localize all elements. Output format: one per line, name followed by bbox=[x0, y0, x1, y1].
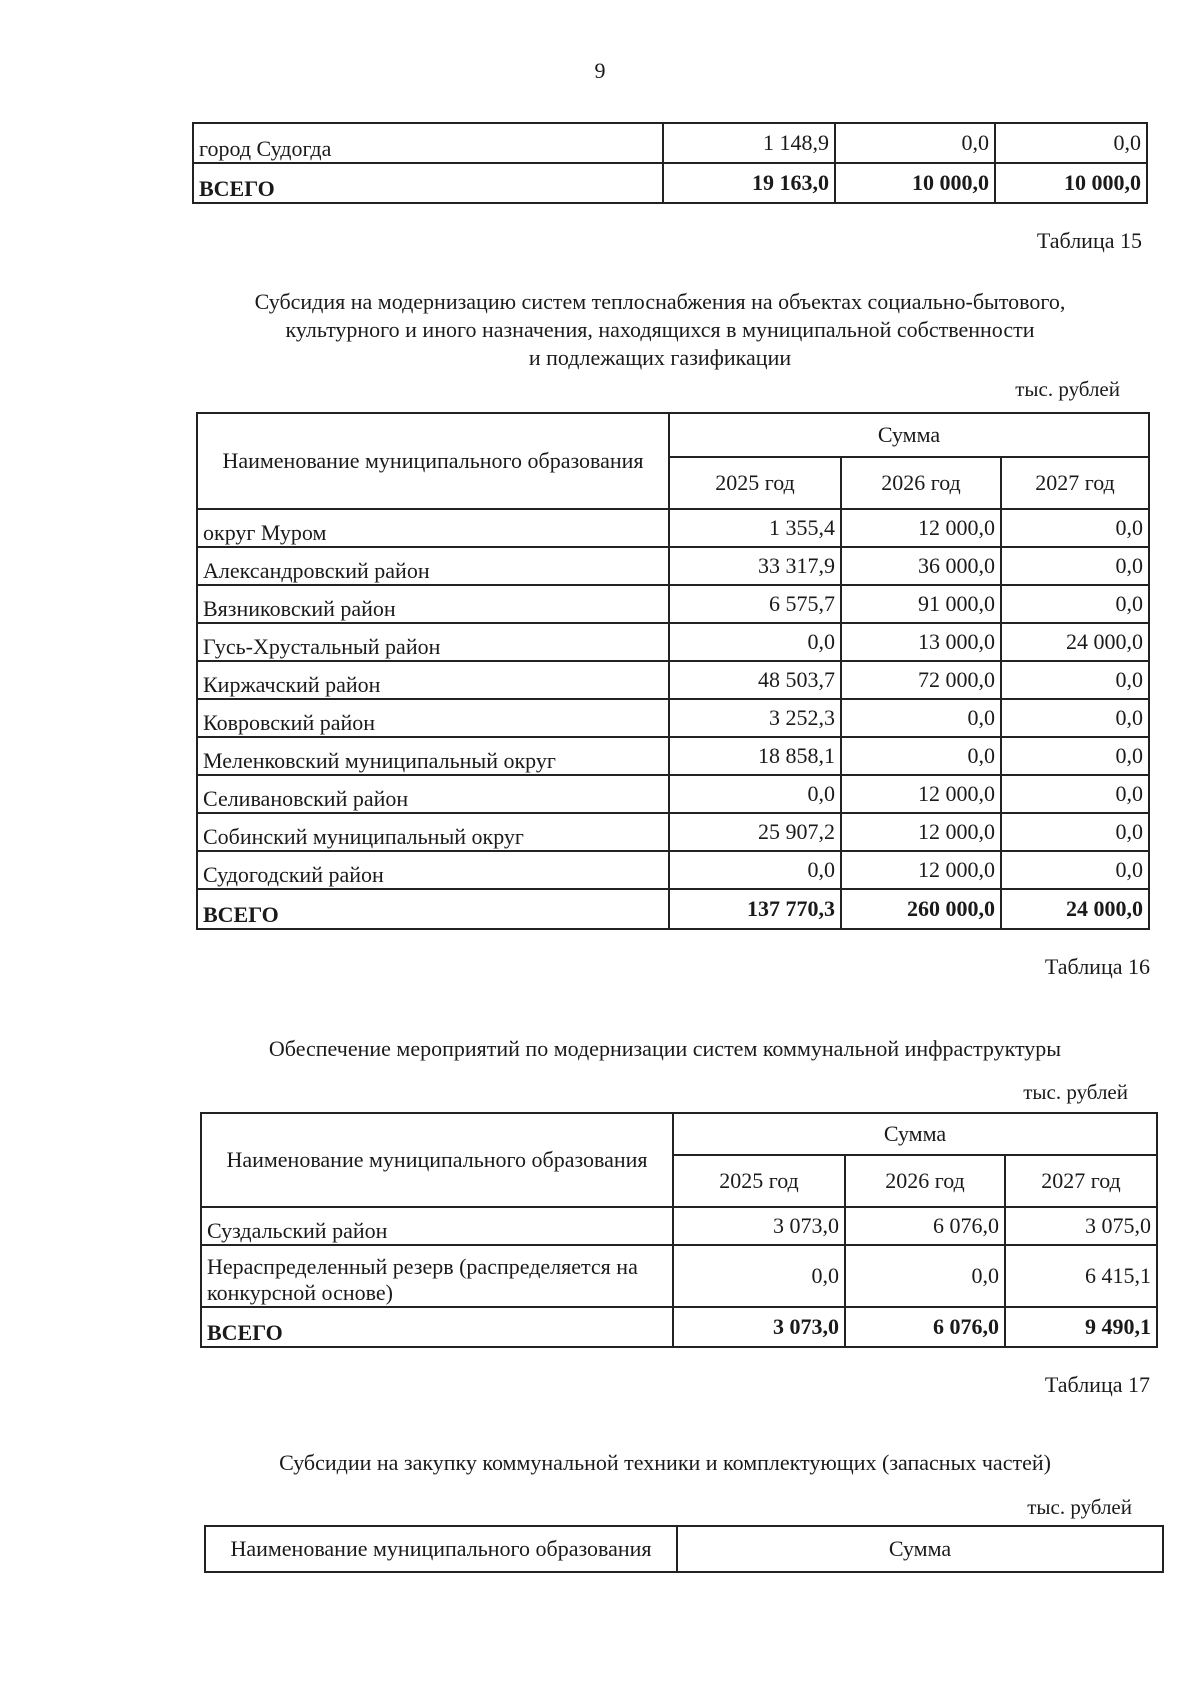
value-2025: 48 503,7 bbox=[669, 661, 841, 699]
row-name: Гусь-Хрустальный район bbox=[197, 623, 669, 661]
value-2027: 0,0 bbox=[1001, 547, 1149, 585]
row-name: Меленковский муниципальный округ bbox=[197, 737, 669, 775]
value-2025: 1 355,4 bbox=[669, 509, 841, 547]
table-row bbox=[197, 775, 1149, 813]
table-row bbox=[193, 123, 1147, 163]
title-line: Субсидия на модернизацию систем теплоснабжения на объектах социально-бытового, bbox=[254, 289, 1066, 314]
table-row bbox=[197, 851, 1149, 889]
table16-units: тыс. рублей bbox=[1023, 1080, 1128, 1104]
table17 bbox=[204, 1525, 1164, 1573]
total-2025: 137 770,3 bbox=[669, 889, 841, 929]
row-name: Собинский муниципальный округ bbox=[197, 813, 669, 851]
total-2026: 260 000,0 bbox=[841, 889, 1001, 929]
table-row bbox=[197, 585, 1149, 623]
value-2026: 0,0 bbox=[845, 1245, 1005, 1307]
top-table bbox=[192, 122, 1148, 204]
row-name: Нераспределенный резерв (распределяется на конкурсной основе) bbox=[201, 1245, 673, 1307]
value-2026: 6 076,0 bbox=[845, 1207, 1005, 1245]
header-2026: 2026 год bbox=[845, 1155, 1005, 1207]
header-row bbox=[201, 1113, 1157, 1155]
value-2026: 0,0 bbox=[841, 699, 1001, 737]
value-2027: 0,0 bbox=[1001, 509, 1149, 547]
value-2026: 12 000,0 bbox=[841, 851, 1001, 889]
value-2026: 13 000,0 bbox=[841, 623, 1001, 661]
value-2025: 33 317,9 bbox=[669, 547, 841, 585]
header-name: Наименование муниципального образования bbox=[197, 413, 669, 509]
row-name: Александровский район bbox=[197, 547, 669, 585]
total-label: ВСЕГО bbox=[193, 163, 663, 203]
table15-title bbox=[160, 288, 1160, 372]
total-2025: 19 163,0 bbox=[663, 163, 835, 203]
row-name: Судогодский район bbox=[197, 851, 669, 889]
table15 bbox=[196, 412, 1150, 930]
table16-label: Таблица 16 bbox=[1044, 954, 1150, 979]
row-name: округ Муром bbox=[197, 509, 669, 547]
header-sum: Сумма bbox=[677, 1526, 1163, 1572]
total-2027: 24 000,0 bbox=[1001, 889, 1149, 929]
table15-label: Таблица 15 bbox=[1036, 228, 1142, 253]
value-2026: 36 000,0 bbox=[841, 547, 1001, 585]
value-2027: 0,0 bbox=[1001, 813, 1149, 851]
total-row bbox=[193, 163, 1147, 203]
value-2026: 0,0 bbox=[841, 737, 1001, 775]
value-2027: 6 415,1 bbox=[1005, 1245, 1157, 1307]
value-2025: 0,0 bbox=[669, 623, 841, 661]
value-2025: 6 575,7 bbox=[669, 585, 841, 623]
total-2027: 9 490,1 bbox=[1005, 1307, 1157, 1347]
title-line: и подлежащих газификации bbox=[528, 345, 792, 370]
header-sum: Сумма bbox=[673, 1113, 1157, 1155]
value-2025: 1 148,9 bbox=[663, 123, 835, 163]
row-name: Селивановский район bbox=[197, 775, 669, 813]
table16-title: Обеспечение мероприятий по модернизации систем коммунальной инфраструктуры bbox=[268, 1036, 1062, 1061]
table15-units: тыс. рублей bbox=[1015, 377, 1120, 401]
row-name: Вязниковский район bbox=[197, 585, 669, 623]
value-2027: 0,0 bbox=[1001, 699, 1149, 737]
total-label: ВСЕГО bbox=[201, 1307, 673, 1347]
value-2026: 0,0 bbox=[835, 123, 995, 163]
total-row bbox=[201, 1307, 1157, 1347]
row-name: Киржачский район bbox=[197, 661, 669, 699]
total-2025: 3 073,0 bbox=[673, 1307, 845, 1347]
title-line: культурного и иного назначения, находящихся в муниципальной собственности bbox=[285, 317, 1035, 342]
value-2027: 0,0 bbox=[1001, 661, 1149, 699]
header-row bbox=[205, 1526, 1163, 1572]
value-2026: 12 000,0 bbox=[841, 813, 1001, 851]
table-row bbox=[197, 813, 1149, 851]
header-2025: 2025 год bbox=[673, 1155, 845, 1207]
value-2027: 0,0 bbox=[1001, 585, 1149, 623]
row-name: город Судогда bbox=[193, 123, 663, 163]
value-2026: 91 000,0 bbox=[841, 585, 1001, 623]
table17-units: тыс. рублей bbox=[1027, 1495, 1132, 1519]
value-2027: 0,0 bbox=[1001, 775, 1149, 813]
total-2026: 10 000,0 bbox=[835, 163, 995, 203]
header-2025: 2025 год bbox=[669, 457, 841, 509]
value-2026: 72 000,0 bbox=[841, 661, 1001, 699]
value-2027: 0,0 bbox=[1001, 851, 1149, 889]
value-2025: 25 907,2 bbox=[669, 813, 841, 851]
value-2025: 0,0 bbox=[669, 775, 841, 813]
total-2026: 6 076,0 bbox=[845, 1307, 1005, 1347]
table-row bbox=[197, 623, 1149, 661]
total-2027: 10 000,0 bbox=[995, 163, 1147, 203]
value-2027: 3 075,0 bbox=[1005, 1207, 1157, 1245]
row-name: Суздальский район bbox=[201, 1207, 673, 1245]
table17-title: Субсидии на закупку коммунальной техники и комплектующих (запасных частей) bbox=[279, 1450, 1051, 1475]
value-2025: 3 073,0 bbox=[673, 1207, 845, 1245]
value-2025: 0,0 bbox=[669, 851, 841, 889]
header-name: Наименование муниципального образования bbox=[205, 1526, 677, 1572]
header-row bbox=[197, 413, 1149, 457]
header-2027: 2027 год bbox=[1005, 1155, 1157, 1207]
table17-label: Таблица 17 bbox=[1044, 1372, 1150, 1397]
table16 bbox=[200, 1112, 1158, 1348]
table-row bbox=[201, 1207, 1157, 1245]
table-row bbox=[197, 509, 1149, 547]
value-2027: 0,0 bbox=[995, 123, 1147, 163]
table-row bbox=[201, 1245, 1157, 1307]
header-sum: Сумма bbox=[669, 413, 1149, 457]
table-row bbox=[197, 547, 1149, 585]
header-2027: 2027 год bbox=[1001, 457, 1149, 509]
value-2027: 0,0 bbox=[1001, 737, 1149, 775]
value-2025: 3 252,3 bbox=[669, 699, 841, 737]
row-name: Ковровский район bbox=[197, 699, 669, 737]
value-2025: 18 858,1 bbox=[669, 737, 841, 775]
header-name: Наименование муниципального образования bbox=[201, 1113, 673, 1207]
total-row bbox=[197, 889, 1149, 929]
page-number: 9 bbox=[594, 58, 606, 83]
total-label: ВСЕГО bbox=[197, 889, 669, 929]
table-row bbox=[197, 661, 1149, 699]
header-2026: 2026 год bbox=[841, 457, 1001, 509]
value-2027: 24 000,0 bbox=[1001, 623, 1149, 661]
table-row bbox=[197, 737, 1149, 775]
value-2026: 12 000,0 bbox=[841, 509, 1001, 547]
value-2025: 0,0 bbox=[673, 1245, 845, 1307]
table-row bbox=[197, 699, 1149, 737]
value-2026: 12 000,0 bbox=[841, 775, 1001, 813]
